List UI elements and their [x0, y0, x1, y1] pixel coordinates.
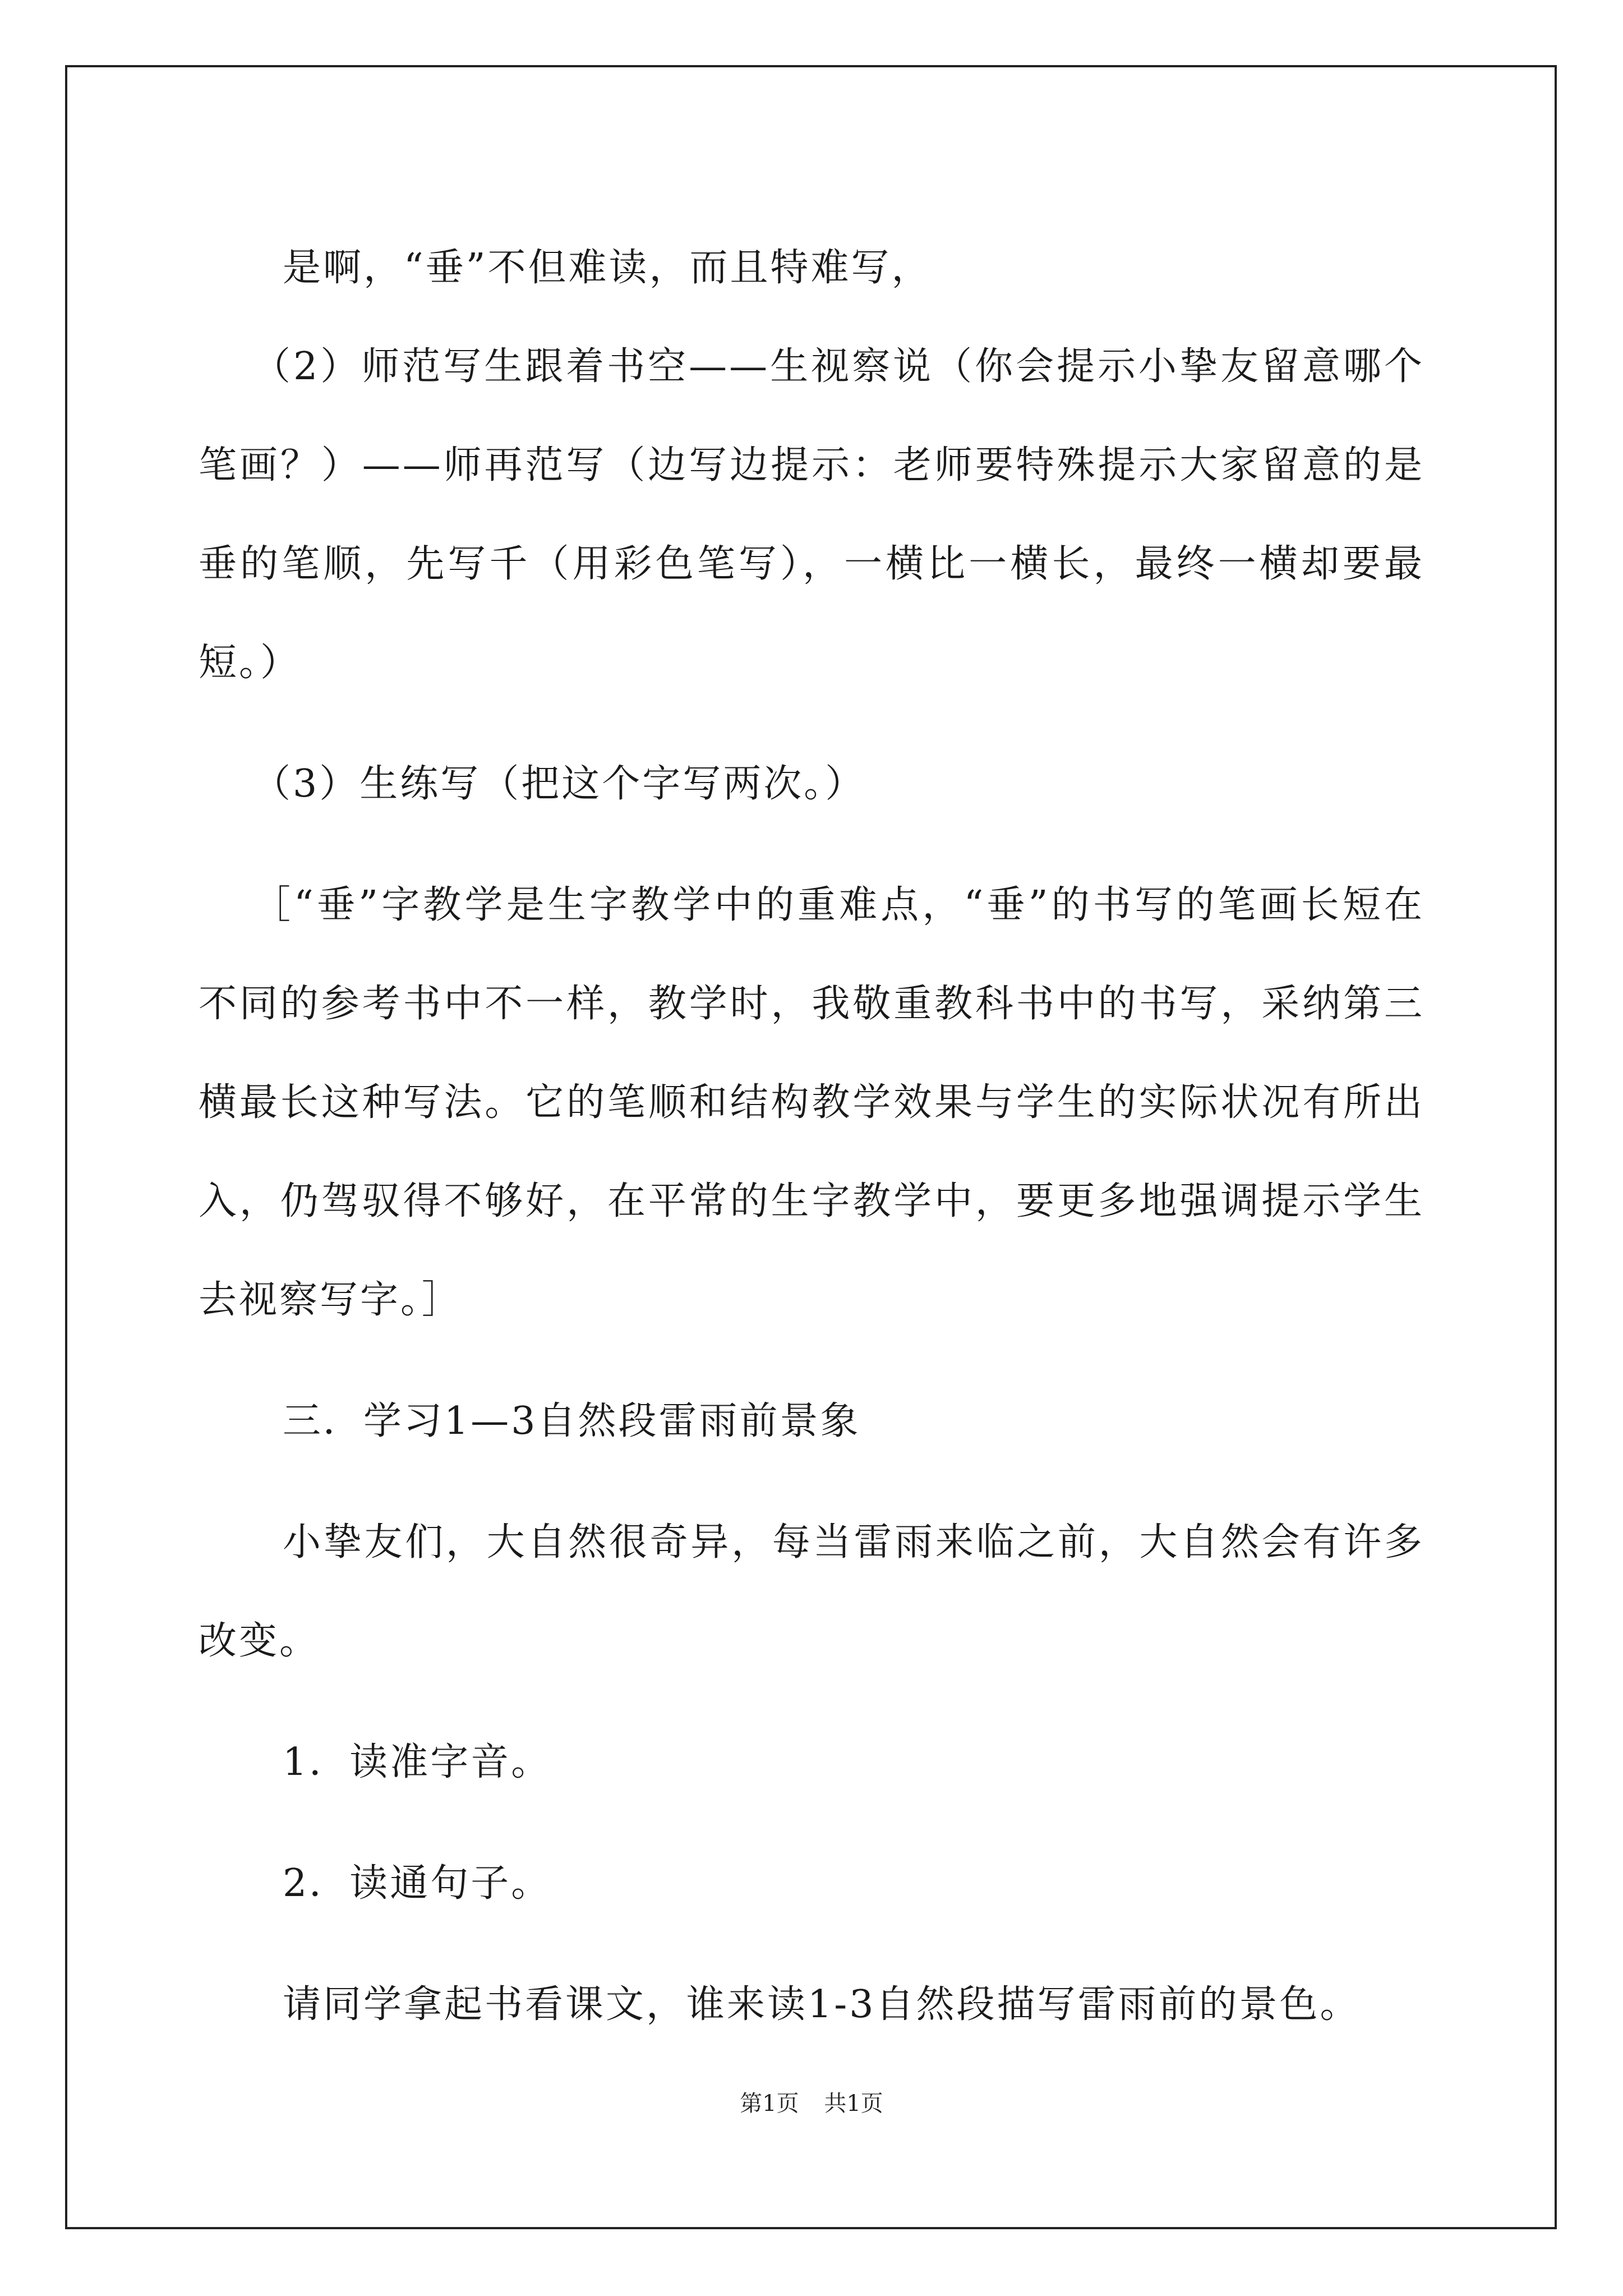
paragraph-4: ［“垂”字教学是生字教学中的重难点，“垂”的书写的笔画长短在不同的参考书中不一样，教学时，我敬重教科书中的书写，采纳第三横最长这种写法。它的笔顺和结构教学效果与学生的实际状况有所出入，仍驾驭得不够好，在平常的生字教学中，要更多地强调提示学生去视察写字。］	[199, 883, 1424, 1322]
paragraph-2: （2）师范写生跟着书空——生视察说（你会提示小挚友留意哪个笔画？）——师再范写（边写边提示：老师要特殊提示大家留意的是垂的笔顺，先写千（用彩色笔写），一横比一横长，最终一横却要最短。）	[199, 344, 1424, 685]
paragraph-8: 2．读通句子。	[283, 1861, 552, 1906]
page-footer	[0, 2087, 1623, 2120]
document-body	[199, 219, 1424, 2054]
page-total: 共1页	[824, 2091, 883, 2116]
paragraph-3: （3）生练写（把这个字写两次。）	[252, 762, 866, 806]
paragraph-7: 1．读准字音。	[283, 1740, 552, 1784]
paragraph-5: 三．学习1—3自然段雷雨前景象	[283, 1399, 861, 1443]
page-number: 第1页	[740, 2091, 799, 2116]
paragraph-1: 是啊，“垂”不但难读，而且特难写，	[283, 246, 932, 290]
paragraph-6: 小挚友们，大自然很奇异，每当雷雨来临之前，大自然会有许多改变。	[199, 1520, 1424, 1663]
paragraph-9: 请同学拿起书看课文，谁来读1-3自然段描写雷雨前的景色。	[283, 1982, 1361, 2027]
